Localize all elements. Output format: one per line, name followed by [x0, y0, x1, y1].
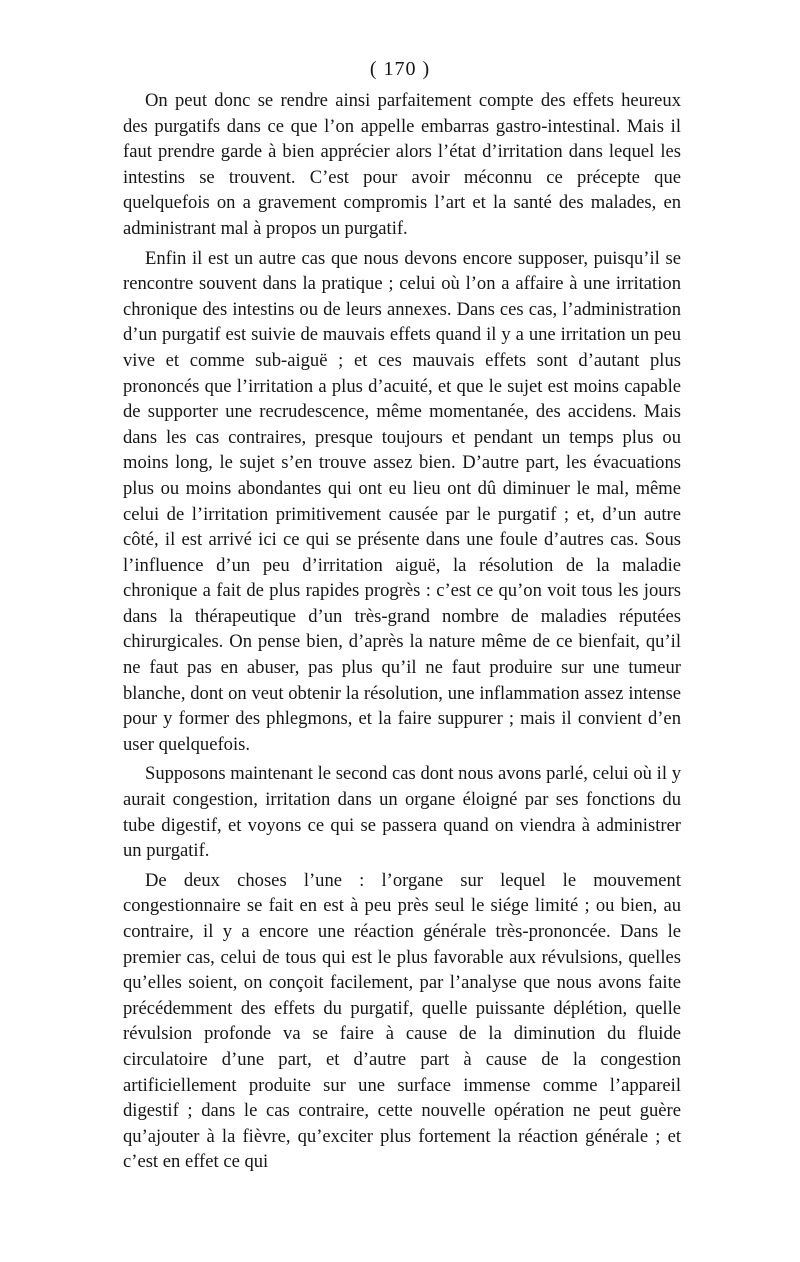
body-text	[123, 88, 681, 1175]
paragraph-1: On peut donc se rendre ainsi parfaitement compte des effets heureux des purgatifs dans ce que l’on appelle embarras gastro-intestinal. Mais il faut prendre garde à bien apprécier alors l’état d’irritation dans lequel les intestins se trouvent. C’est pour avoir méconnu ce précepte que quelquefois on a gravement compromis l’art et la santé des malades, en administrant mal à propos un purgatif.	[123, 90, 681, 239]
page-number: ( 170 )	[369, 58, 431, 80]
paragraph-3: Supposons maintenant le second cas dont nous avons parlé, celui où il y aurait congestion, irritation dans un organe éloigné par ses fonctions du tube digestif, et voyons ce qui se passera quand on viendra à administrer un purgatif.	[123, 763, 681, 862]
paragraph-4: De deux choses l’une : l’organe sur lequel le mouvement congestionnaire se fait en est à peu près seul le siége limité ; ou bien, au contraire, il y a encore une réaction générale très-prononcée. Dans le premier cas, celui de tous qui est le plus favorable aux révulsions, quelles qu’elles soient, on conçoit facilement, par l’analyse que nous avons faite précédemment des effets du purgatif, quelle puissante déplétion, quelle révulsion profonde va se faire à cause de la diminution du fluide circulatoire d’une part, et d’autre part à cause de la congestion artificiellement produite sur une surface immense comme l’appareil digestif ; dans le cas contraire, cette nouvelle opération ne peut guère qu’ajouter à la fièvre, qu’exciter plus fortement la réaction générale ; et c’est en effet ce qui	[123, 869, 681, 1173]
paragraph-2: Enfin il est un autre cas que nous devons encore supposer, puisqu’il se rencontre souvent dans la pratique ; celui où l’on a affaire à une irritation chronique des intestins ou de leurs annexes. Dans ces cas, l’administration d’un purgatif est suivie de mauvais effets quand il y a une irritation un peu vive et comme sub-aiguë ; et ces mauvais effets sont d’autant plus prononcés que l’irritation a plus d’acuité, et que le sujet est moins capable de supporter une recrudescence, même momentanée, des accidens. Mais dans les cas contraires, presque toujours et pendant un temps plus ou moins long, le sujet s’en trouve assez bien. D’autre part, les évacuations plus ou moins abondantes qui ont eu lieu ont dû diminuer le mal, même celui de l’irritation primitivement causée par le purgatif ; et, d’un autre côté, il est arrivé ici ce qui se présente dans une foule d’autres cas. Sous l’influence d’un peu d’irritation aiguë, la résolution de la maladie chronique a fait de plus rapides progrès : c’est ce qu’on voit tous les jours dans la thérapeutique d’un très-grand nombre de maladies réputées chirurgicales. On pense bien, d’après la nature même de ce bienfait, qu’il ne faut pas en abuser, pas plus qu’il ne faut produire sur une tumeur blanche, dont on veut obtenir la résolution, une inflammation assez intense pour y former des phlegmons, et la faire suppurer ; mais il convient d’en user quelquefois.	[123, 247, 681, 755]
